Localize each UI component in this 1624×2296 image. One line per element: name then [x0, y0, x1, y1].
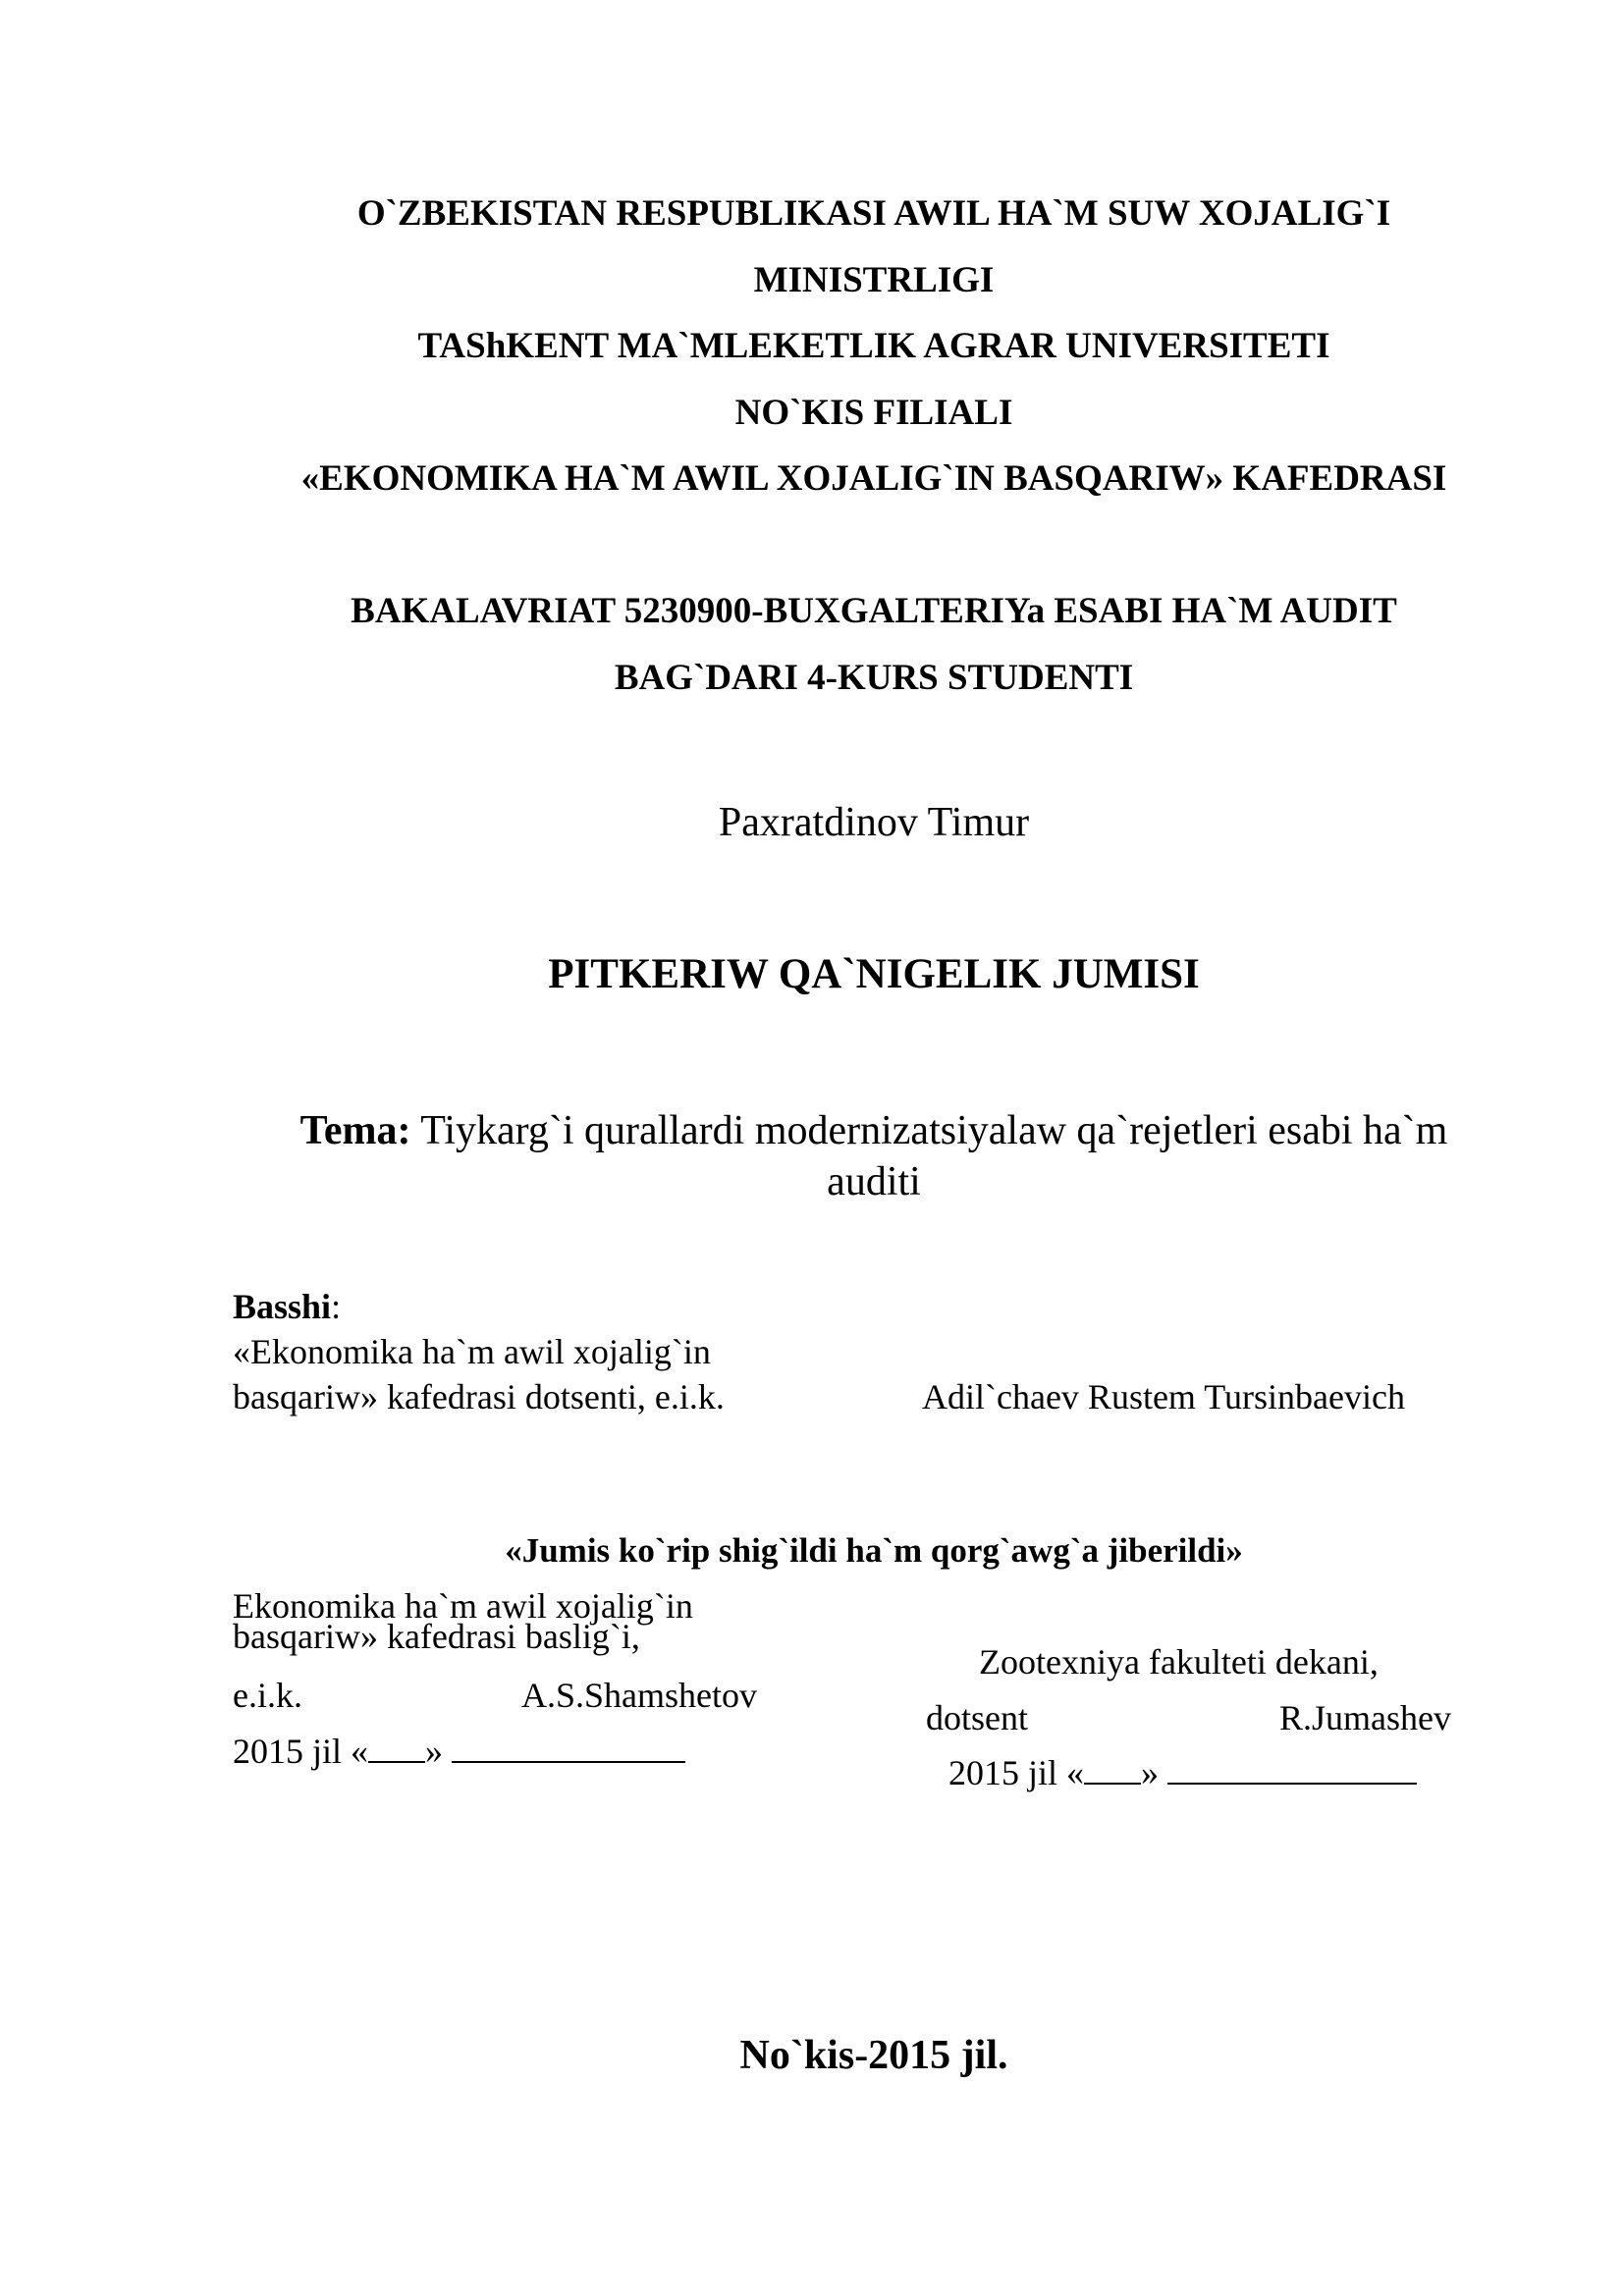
approval-right-date-prefix: 2015 jil «: [948, 1753, 1085, 1792]
approval-right-signature-blank: [1167, 1755, 1417, 1785]
document-title: PITKERIW QA`NIGELIK JUMISI: [548, 951, 1200, 997]
student-name: Paxratdinov Timur: [718, 800, 1030, 845]
header-branch: NO`KIS FILIALI: [734, 393, 1013, 433]
approval-left-day-blank: [368, 1734, 425, 1763]
approval-left-date-suffix: »: [425, 1732, 453, 1771]
approval-right-line-1: Zootexniya fakulteti dekani,: [979, 1642, 1379, 1682]
approval-right-day-blank: [1084, 1755, 1141, 1785]
topic-text: Tiykarg`i qurallardi modernizatsiyalaw qa`rejetleri esabi ha`m auditi: [420, 1108, 1448, 1204]
supervisor-colon: :: [331, 1287, 342, 1326]
supervisor-position-line-2: basqariw» kafedrasi dotsenti, e.i.k.: [233, 1377, 725, 1416]
approval-right-date: [948, 1752, 1417, 1793]
program-line-2: BAG`DARI 4-KURS STUDENTI: [614, 658, 1134, 698]
header-ministry-line-2: MINISTRLIGI: [753, 260, 995, 300]
supervisor-label: Basshi: [233, 1287, 332, 1326]
approval-left-line-2: basqariw» kafedrasi baslig`i,: [233, 1617, 640, 1656]
approval-left-name: A.S.Shamshetov: [521, 1676, 758, 1715]
approval-left-degree: e.i.k.: [233, 1676, 302, 1715]
header-department: «EKONOMIKA HA`M AWIL XOJALIG`IN BASQARIW» KAFEDRASI: [300, 458, 1447, 499]
header-ministry-line: O`ZBEKISTAN RESPUBLIKASI AWIL HA`M SUW XOJALIG`I: [356, 193, 1391, 234]
approval-left-line-1: Ekonomika ha`m awil xojalig`in: [233, 1586, 693, 1626]
approval-left-signature-blank: [452, 1734, 685, 1763]
approval-right-name: R.Jumashev: [1279, 1698, 1451, 1737]
approval-left-date-prefix: 2015 jil «: [233, 1732, 369, 1771]
approval-left-date: [233, 1731, 685, 1772]
supervisor-heading: [233, 1286, 341, 1327]
program-line-1: BAKALAVRIAT 5230900-BUXGALTERIYa ESABI HA`M AUDIT: [351, 591, 1397, 631]
approval-right-title: dotsent: [926, 1698, 1028, 1737]
approval-right-date-suffix: »: [1141, 1753, 1168, 1792]
topic: [255, 1105, 1492, 1207]
approval-title: «Jumis ko`rip shig`ildi ha`m qorg`awg`a jiberildi»: [505, 1531, 1243, 1570]
topic-label: Tema:: [299, 1108, 411, 1153]
supervisor-position-line-1: «Ekonomika ha`m awil xojalig`in: [233, 1332, 711, 1371]
supervisor-name: Adil`chaev Rustem Tursinbaevich: [922, 1377, 1405, 1416]
header-university: TAShKENT MA`MLEKETLIK AGRAR UNIVERSITETI: [417, 326, 1330, 366]
footer-place-year: No`kis-2015 jil.: [739, 2033, 1008, 2078]
